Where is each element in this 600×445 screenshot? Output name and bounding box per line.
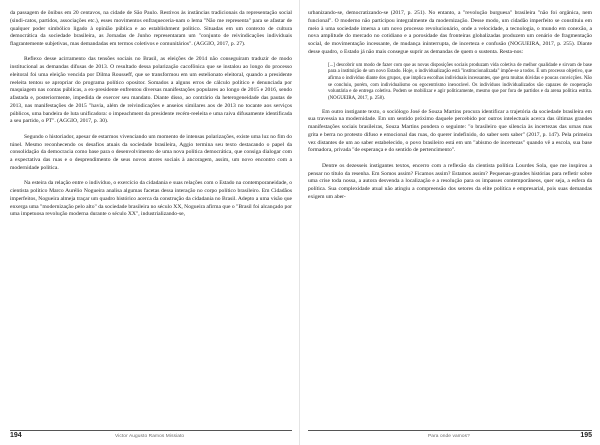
left-text-column [10, 10, 292, 426]
left-page-footer [10, 430, 292, 441]
right-page-footer [308, 430, 592, 441]
paragraph: da passagem de ônibus em 20 centavos, na cidade de São Paulo. Restivos às instâncias tradicionais da representação social (sindi-catos, partidos, associações etc.), esses movimentos enfraqueceria-nam o lema "Não me representa" para se afastar de qualquer poder simbólico ligado à opinião pública e ao establishment político. Situadas em um contexto de cultura democrática da sociedade brasileira, as Jornadas de Junho representaram um "conjunto de reivindicações individuais flagrantemente subjetivas, mas demandadas em termos coletivos e comunitários". (AGGIO, 2017, p. 27). [10, 10, 292, 47]
paragraph: Na esteira da relação entre o indivíduo, o exercício da cidadania e suas relações com o Estado na contemporaneidade, o cientista político Marco Aurélio Nogueira analisa algumas facetas dessa interação no corpo político brasileiro. Em Cidadãos imperfeitos, Nogueira almeja traçar um quadro histórico acerca da construção da cidadania no Brasil. Adepto a uma visão que enxerga uma "modernização pelo alto" da sociedade brasileira no século XX, Nogueira afirma que o "Brasil foi alcançado por uma impetuosa revolução moderna durante o século XX", industrializando-se, [10, 180, 292, 218]
running-head: Victor Augusto Ramos Missiato [115, 434, 185, 439]
right-page [300, 0, 600, 445]
page-number: 194 [10, 432, 22, 439]
paragraph: Dentre os dezesseis instigantes textos, encerro com a reflexão da cientista política Lourdes Sola, que me inspirou a pensar no título da resenha. Em Somos assim? Ficamos assim? Estamos assim? Pequenas-grandes histórias para refletir sobre uma crise toda nossa, a autora desvenda a localização e a resolução para os impasses contemporâneos, quer seja, a esfera da política. Sua complexidade atual não atingiu a compreensão dos setores da elite política e empresarial, pois suas demandas exigem um aber- [308, 162, 592, 200]
quote-text: [...] descobrir um modo de fazer com que as novas disposições sociais produzam vida coletiva de melhor qualidade e sirvam de base para a instituição de um novo Estado. Hoje, o individualização está "institucionalizada" impõe-se a todos. É um processo objetivo, que afirma o indivíduo diante dos grupos, que implica escolhas individuais incessantes, que gera muitas dúvidas e poucas convicções. Não se concluiu, porém, com individualismo ou egocentrismo inexorável. Os indivíduos individualizados são capazes de cooperação voluntária e de entrega coletiva. Podem se mobilizar e agir politicamente, mesmo que por fora de partidos e da arena política estrita. (NOGUEIRA, 2017, p. 258). [328, 62, 592, 102]
page-number: 195 [580, 432, 592, 439]
running-head: Para onde vamos? [428, 434, 470, 439]
paragraph: urbanizando-se, democratizando-se (2017, p. 251). No entanto, a "revolução burguesa" brasileira "não foi orgânica, nem funcional". O moderno não participou integralmente da modernização. Desse modo, um cidadão imperfeito se constituiu em meio à uma sociedade imersa a um novo processo revolucionário, onde a velocidade, a tecnologia, o mundo em conexão, a nova amplitude do mercado no cotidiano e a porosidade das fronteiras globalizadas produzem um cenário de fragmentação social, de movimentação incessante, de mudança ininterrupta, de incerteza e confusão (NOGUEIRA, 2017, p. 255). Diante desse quadro, o Estado já não mais consegue suprir as demandas de quem o sustenta. Resta-nos: [308, 10, 592, 55]
block-quote [328, 63, 592, 103]
paragraph: Reflexo desse acirramento das tensões sociais no Brasil, as eleições de 2014 não conseguiram traduzir de modo institucional as demandas difusas de 2013. O resultado dessa polarização cacofônica que se instalou ao longo do processo eleitoral foi uma eleição vencida por Dilma Rousseff, que se transformou em um estelionato eleitoral, quando a presidente reeleita tentou se apropriar do programa político opositor. Somados a alguns erros de cálculo político e denunciada por maquiagem nas contas públicas, a ex-presidente enfrentou diversas manifestações populares ao longo de 2015 e 2016, sendo afastada e, posteriormente, impedida de exercer seu mandato. Diante disso, ao contrário da heterogeneidade das pautas de 2013, nas manifestações de 2015 "havia, além de reivindicações e anseios similares aos de 2013 no tocante aos serviços públicos, uma bandeira de luta unificadora: o impeachment da presidente recém-reeleita e uma raiva difusamente identificada a seu partido, o PT". (AGGIO, 2017, p. 30). [10, 56, 292, 125]
paragraph: Segundo o historiador, apesar de estarmos vivenciando um momento de intensas polarizações, existe uma luz no fim do túnel. Mesmo reconhecendo os desafios atuais da sociedade brasileira, Aggio termina seu texto destacando o papel da consolidação da democracia como base para o desenvolvimento de uma nova política democrática, que consiga dialogar com a expectativa das ruas e o desprendimento de seus novos atores sociais à ancoragem, assim, um novo encontro com a modernidade política. [10, 133, 292, 171]
paragraph: Em outro instigante texto, o sociólogo José de Souza Martins procura identificar a trajetória da sociedade brasileira em sua travessia na modernidade. Em um sentido próximo daquele percebido por outros intelectuais acerca das últimas grandes manifestações sociais brasileiras, Souza Martins pondera o seguinte: "o brasileiro que silencia às incertezas das urnas mas grita e berra no protesto difuso e emocional das ruas, do querer indefinido, do saber sem saber" (2017, p. 147). Pela primeira vez distantes de um ao saber estabelecido, o povo brasileiro está em um "abismo de incertezas" quando vê a escola, sua base formadora, privada "de esperança e do sentido de pertencimento". [308, 108, 592, 154]
right-text-column [308, 10, 592, 426]
